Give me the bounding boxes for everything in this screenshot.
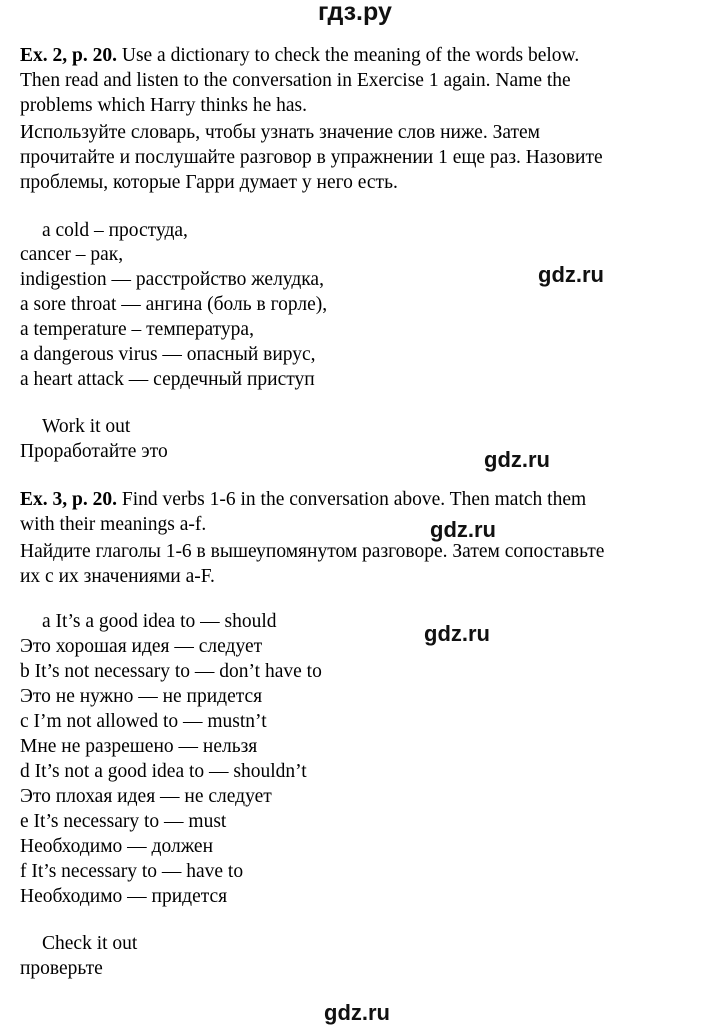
watermark: gdz.ru [484, 447, 550, 472]
word-item: a temperature – температура, [20, 319, 254, 340]
watermark: gdz.ru [430, 517, 496, 542]
ex2-ru-line-2: прочитайте и послушайте разговор в упражнении 1 еще раз. Назовите [20, 147, 603, 168]
match-item: Это не нужно — не придется [20, 686, 263, 707]
work-it-out-translation: Проработайте это [20, 441, 168, 462]
match-item: Мне не разрешено — нельзя [20, 736, 258, 757]
match-item: c I’m not allowed to — mustn’t [20, 711, 267, 732]
ex3-line-2: with their meanings a-f. [20, 514, 207, 535]
word-item: cancer – рак, [20, 244, 124, 265]
match-item: Необходимо — придется [20, 886, 228, 907]
ex3-line-1 [20, 488, 586, 513]
word-item: a dangerous virus — опасный вирус, [20, 344, 316, 365]
match-item: f It’s necessary to — have to [20, 861, 244, 882]
ex2-line-3: problems which Harry thinks he has. [20, 95, 308, 116]
word-item: indigestion — расстройство желудка, [20, 269, 324, 290]
match-item: e It’s necessary to — must [20, 811, 227, 832]
ex3-label: Ex. 3, p. 20. [20, 489, 117, 510]
word-item: a heart attack — сердечный приступ [20, 369, 315, 390]
match-item: Это хорошая идея — следует [20, 636, 263, 657]
word-item: a sore throat — ангина (боль в горле), [20, 294, 328, 315]
ex2-text: Use a dictionary to check the meaning of the words below. [121, 45, 580, 66]
check-it-out-heading: Check it out [42, 933, 138, 954]
match-item: Необходимо — должен [20, 836, 214, 857]
footer-watermark: gdz.ru [324, 1000, 390, 1025]
word-item: a cold – простуда, [42, 220, 188, 241]
match-item: Это плохая идея — не следует [20, 786, 272, 807]
work-it-out-heading: Work it out [42, 416, 131, 437]
watermark: gdz.ru [424, 621, 490, 646]
ex2-ru-line-1: Используйте словарь, чтобы узнать значение слов ниже. Затем [20, 122, 541, 143]
match-item: a It’s a good idea to — should [42, 611, 277, 632]
ex2-ru-line-3: проблемы, которые Гарри думает у него есть. [20, 172, 398, 193]
ex3-ru-line-2: их с их значениями a-F. [20, 566, 215, 587]
ex3-ru-line-1: Найдите глаголы 1-6 в вышеупомянутом разговоре. Затем сопоставьте [20, 541, 605, 562]
ex3-text: Find verbs 1-6 in the conversation above. Then match them [121, 489, 587, 510]
ex2-line-1 [20, 44, 579, 69]
ex2-line-2: Then read and listen to the conversation in Exercise 1 again. Name the [20, 70, 571, 91]
match-item: d It’s not a good idea to — shouldn’t [20, 761, 307, 782]
watermark: gdz.ru [538, 262, 604, 287]
check-it-out-translation: проверьте [20, 958, 103, 979]
match-item: b It’s not necessary to — don’t have to [20, 661, 322, 682]
ex2-label: Ex. 2, p. 20. [20, 45, 117, 66]
header-watermark: гдз.ру [318, 0, 392, 26]
